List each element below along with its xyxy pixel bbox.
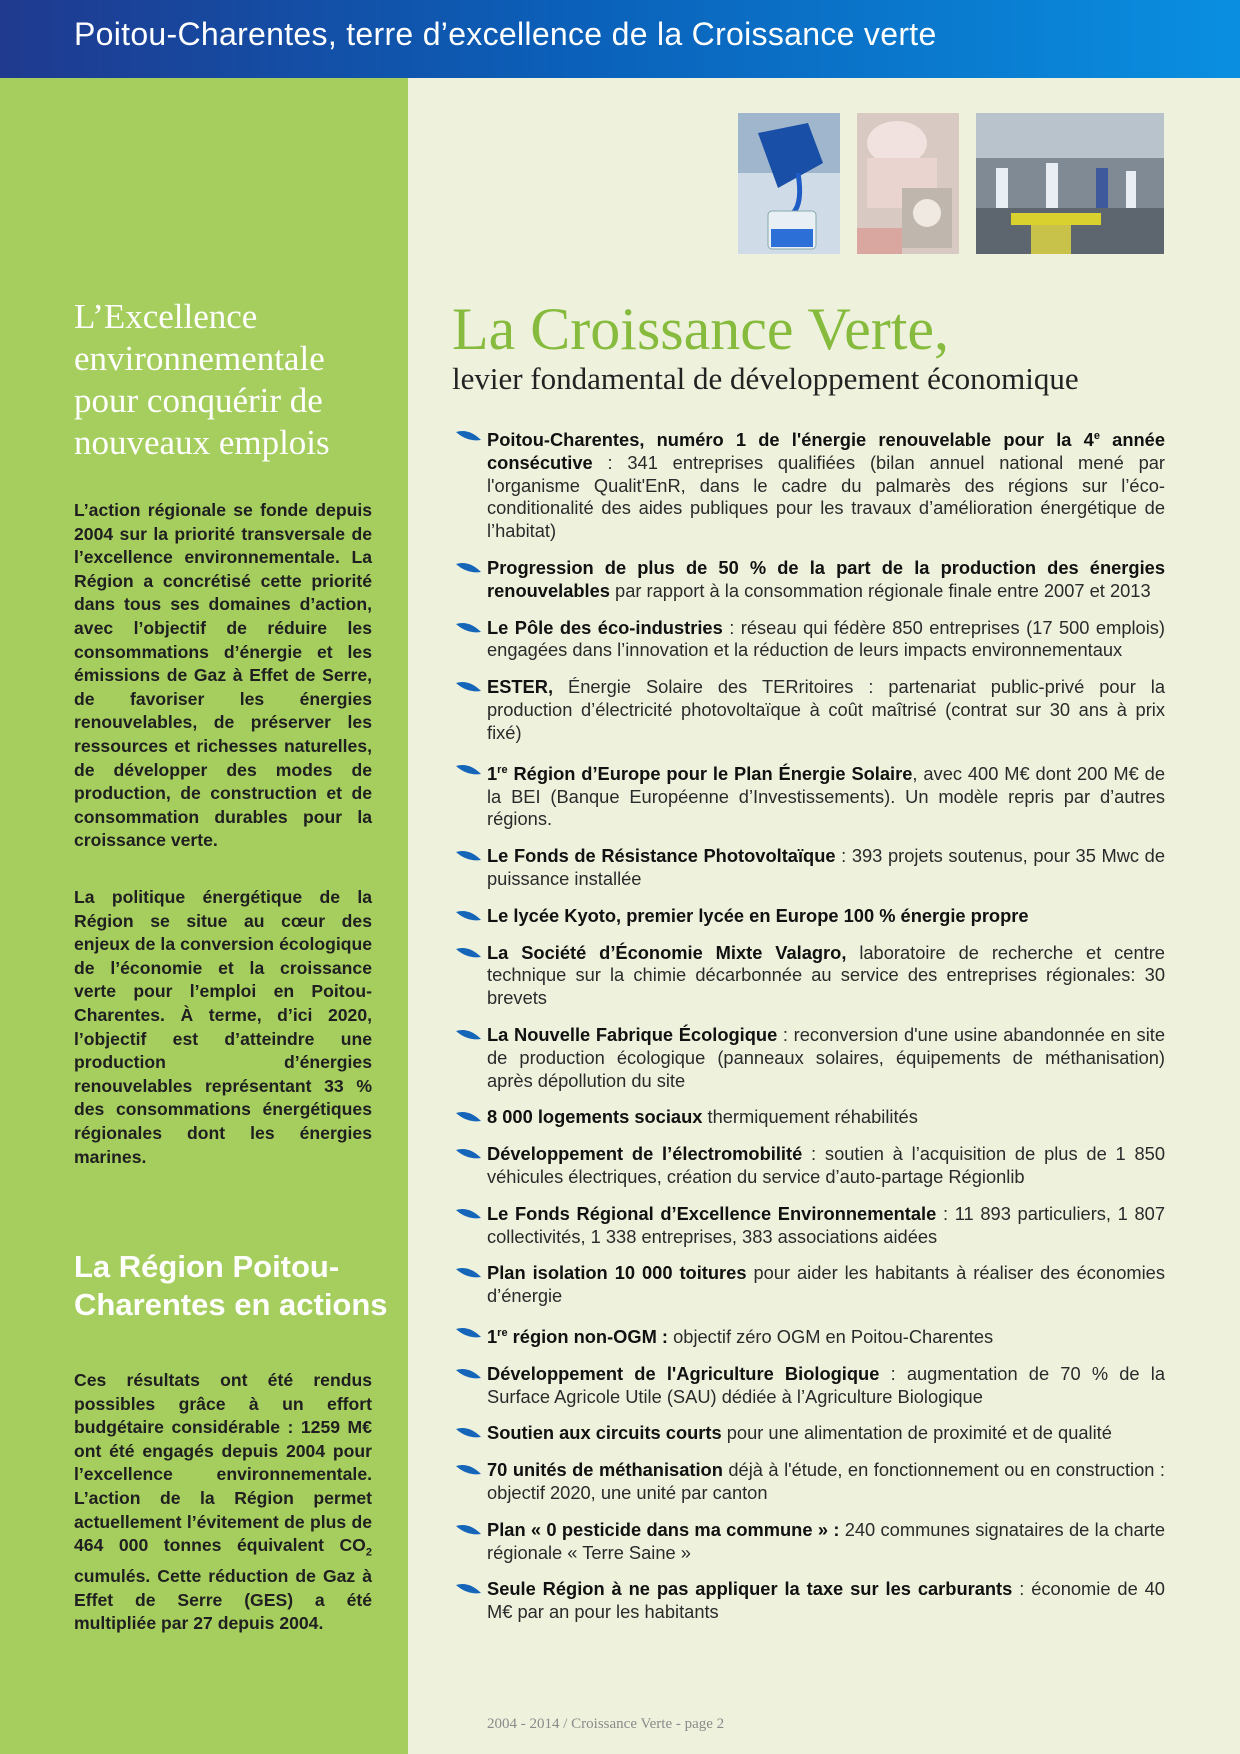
- item-description: objectif zéro OGM en Poitou-Charentes: [668, 1325, 994, 1347]
- item-highlight: [487, 1143, 802, 1164]
- factory-assembly-line-photo: [976, 113, 1164, 254]
- item-highlight: [487, 1106, 702, 1127]
- item-superscript: e: [1093, 430, 1100, 442]
- item-highlight: [487, 1363, 879, 1384]
- item-highlight-text: Développement de l’électromobilité: [487, 1143, 803, 1165]
- item-highlight-text: Le Fonds Régional d’Excellence Environnementale: [487, 1202, 937, 1224]
- laboratory-microscope-photo: [857, 113, 959, 254]
- list-item: [453, 1262, 1165, 1308]
- leaf-bullet-icon: [455, 1524, 482, 1536]
- item-description: : 11 893 particuliers, 1 807 collectivités, 1 338 entreprises, 383 associations aidées: [487, 1202, 1166, 1247]
- item-highlight-text: Le Fonds de Résistance Photovoltaïque: [487, 845, 836, 867]
- item-highlight-text: 8 000 logements sociaux: [487, 1106, 703, 1128]
- item-highlight: [487, 942, 846, 963]
- sidebar-heading-actions: La Région Poitou-Charentes en actions: [74, 1249, 388, 1322]
- list-item: [453, 1322, 1165, 1349]
- list-item: [453, 1422, 1165, 1445]
- item-description: , avec 400 M€ dont 200 M€ de la BEI (Banque Européenne d’Investissements). Un modèle repris par d’autres régions.: [487, 762, 1165, 830]
- leaf-bullet-icon: [455, 947, 482, 959]
- list-item: [453, 557, 1165, 603]
- leaf-bullet-icon: [455, 1148, 482, 1160]
- item-highlight-text: La Société d’Économie Mixte Valagro,: [487, 941, 847, 963]
- item-superscript: re: [497, 1326, 508, 1339]
- leaf-bullet-icon: [455, 622, 482, 634]
- list-item: [453, 1459, 1165, 1505]
- item-description: laboratoire de recherche et centre technique sur la chimie décarbonnée au service des entreprises régionales: 30 brevets: [487, 941, 1165, 1009]
- item-superscript: re: [497, 763, 508, 776]
- item-highlight-text: Le lycée Kyoto, premier lycée en Europe 100 % énergie propre: [487, 904, 1029, 926]
- item-highlight-text: 70 unités de méthanisation: [487, 1459, 723, 1481]
- list-item: [453, 759, 1165, 831]
- list-item: [453, 942, 1165, 1010]
- item-highlight: [487, 763, 912, 784]
- item-highlight-text: Soutien aux circuits courts: [487, 1422, 722, 1444]
- item-description: : réseau qui fédère 850 entreprises (17 500 emplois) engagées dans l’innovation et la réduction de leurs impacts environnementaux: [487, 616, 1165, 661]
- item-highlight-text: Progression de plus de 50 % de la part de la production des énergies renouvelables: [487, 557, 1165, 601]
- leaf-bullet-icon: [455, 1583, 482, 1595]
- item-highlight: [487, 1203, 936, 1224]
- leaf-bullet-icon: [455, 681, 482, 693]
- chemistry-beaker-photo: [738, 113, 840, 254]
- leaf-bullet-icon: [455, 1327, 482, 1339]
- leaf-bullet-icon: [455, 1208, 482, 1220]
- sidebar-paragraph-2: La politique énergétique de la Région se situe au cœur des enjeux de la conversion écologique de l’économie et la croissance verte pour l’emploi en Poitou-Charentes. À terme, d’ici 2020, l’objectif est d’atteindre une production d’énergies renouvelables représentant 33 % des consommations énergétiques régionales dont les énergies marines.: [74, 887, 372, 1167]
- item-highlight: [487, 1578, 1012, 1599]
- item-highlight-text-2: Région d’Europe pour le Plan Énergie Solaire: [507, 762, 913, 784]
- list-item: [453, 1363, 1165, 1409]
- item-description: : augmentation de 70 % de la Surface Agricole Utile (SAU) dédiée à l’Agriculture Biologique: [487, 1362, 1165, 1407]
- list-item: [453, 845, 1165, 891]
- sidebar-paragraph-3: [74, 1369, 372, 1636]
- item-description: : soutien à l’acquisition de plus de 1 850 véhicules électriques, création du service d’auto-partage Régionlib: [487, 1143, 1165, 1187]
- leaf-bullet-icon: [455, 1111, 482, 1123]
- item-description: pour une alimentation de proximité et de qualité: [721, 1422, 1112, 1444]
- list-item: [453, 1143, 1165, 1189]
- leaf-bullet-icon: [455, 1427, 482, 1439]
- item-description: : reconversion d'une usine abandonnée en site de production écologique (panneaux solaires, équipements de méthanisation) après dépollution du site: [487, 1023, 1166, 1091]
- list-item: [453, 1106, 1165, 1129]
- leaf-bullet-icon: [455, 1029, 482, 1041]
- header-banner: [0, 0, 1240, 78]
- leaf-bullet-icon: [455, 910, 482, 922]
- item-highlight: [487, 1262, 747, 1283]
- item-highlight-text: Plan isolation 10 000 toitures: [487, 1262, 747, 1284]
- item-description: par rapport à la consommation régionale finale entre 2007 et 2013: [609, 579, 1151, 601]
- item-description: pour aider les habitants à réaliser des économies d’énergie: [487, 1262, 1165, 1307]
- list-item: [453, 425, 1165, 543]
- item-highlight: [487, 905, 1029, 926]
- leaf-bullet-icon: [455, 430, 482, 442]
- item-highlight: [487, 676, 553, 697]
- item-description: thermiquement réhabilités: [702, 1106, 918, 1128]
- item-highlight-text: Poitou-Charentes, numéro 1 de l'énergie renouvelable pour la 4: [487, 429, 1094, 451]
- list-item: [453, 1024, 1165, 1092]
- item-highlight: [487, 1459, 723, 1480]
- banner-title: Poitou-Charentes, terre d’excellence de la Croissance verte: [74, 16, 937, 52]
- item-highlight-text: Développement de l'Agriculture Biologique: [487, 1362, 880, 1384]
- achievements-list: [453, 425, 1165, 1638]
- leaf-bullet-icon: [455, 1464, 482, 1476]
- page-footer: 2004 - 2014 / Croissance Verte - page 2: [487, 1716, 725, 1732]
- main-title: La Croissance Verte,: [452, 296, 950, 362]
- item-highlight-text: 1: [487, 1325, 498, 1347]
- leaf-bullet-icon: [455, 1267, 482, 1279]
- item-highlight: [487, 1519, 839, 1540]
- list-item: [453, 905, 1165, 928]
- item-highlight-text: Le Pôle des éco-industries: [487, 616, 723, 638]
- item-highlight: [487, 1024, 777, 1045]
- item-highlight-text: Seule Région à ne pas appliquer la taxe sur les carburants: [487, 1578, 1013, 1600]
- item-highlight: [487, 1422, 722, 1443]
- item-description: 240 communes signataires de la charte régionale « Terre Saine »: [487, 1518, 1165, 1563]
- item-description: : économie de 40 M€ par an pour les habitants: [487, 1578, 1165, 1623]
- co2-subscript: 2: [365, 1546, 372, 1559]
- sidebar-paragraph-3-a: Ces résultats ont été rendus possibles grâce à un effort budgétaire considérable : 1259 M€ ont été engagés depuis 2004 pour l’excellence environnementale. L’action de la Région permet actuellement l’évitement de plus de 464 000 tonnes équivalent CO: [74, 1370, 372, 1556]
- sidebar-paragraph-3-b: cumulés. Cette réduction de Gaz à Effet de Serre (GES) a été multipliée par 27 depuis 2004.: [74, 1566, 372, 1634]
- item-highlight-text: ESTER,: [487, 676, 554, 698]
- item-highlight-text: 1: [487, 762, 498, 784]
- sidebar-paragraph-1: L’action régionale se fonde depuis 2004 sur la priorité transversale de l’excellence environnementale. La Région a concrétisé cette priorité dans tous ses domaines d’action, avec l’objectif de réduire les consommations d’énergie et les émissions de Gaz à Effet de Serre, de favoriser les énergies renouvelables, de préserver les ressources et richesses naturelles, de développer des modes de production, de construction et de consommation durables pour la croissance verte.: [74, 500, 372, 851]
- list-item: [453, 1578, 1165, 1624]
- list-item: [453, 617, 1165, 663]
- item-description: Énergie Solaire des TERritoires : partenariat public-privé pour la production d’électricité photovoltaïque à coût maîtrisé (contrat sur 30 ans à prix fixé): [487, 676, 1165, 743]
- list-item: [453, 1519, 1165, 1565]
- main-subtitle: levier fondamental de développement économique: [452, 361, 1079, 396]
- item-description: : 341 entreprises qualifiées (bilan annuel national mené par l'organisme Qualit'EnR, dans le cadre du palmarès des régions sur l’éco-conditionalité des aides publiques pour les travaux d’amélioration énergétique de l’habitat): [487, 451, 1165, 542]
- item-highlight: [487, 617, 723, 638]
- item-highlight-text: La Nouvelle Fabrique Écologique: [487, 1023, 778, 1045]
- item-highlight: [487, 845, 836, 866]
- item-description: déjà à l'étude, en fonctionnement ou en construction : objectif 2020, une unité par canton: [487, 1459, 1165, 1503]
- item-highlight-text: Plan « 0 pesticide dans ma commune » :: [487, 1518, 840, 1540]
- leaf-bullet-icon: [455, 562, 482, 574]
- item-highlight-text-2: année consécutive: [487, 429, 1165, 473]
- list-item: [453, 676, 1165, 744]
- list-item: [453, 1203, 1165, 1249]
- leaf-bullet-icon: [455, 850, 482, 862]
- item-description: : 393 projets soutenus, pour 35 Mwc de puissance installée: [487, 845, 1165, 889]
- sidebar-heading: L’Excellence environnementale pour conquérir de nouveaux emplois: [74, 297, 330, 462]
- item-highlight: [487, 1326, 668, 1347]
- leaf-bullet-icon: [455, 1368, 482, 1380]
- item-highlight-text-2: région non-OGM :: [507, 1325, 669, 1347]
- leaf-bullet-icon: [455, 764, 482, 776]
